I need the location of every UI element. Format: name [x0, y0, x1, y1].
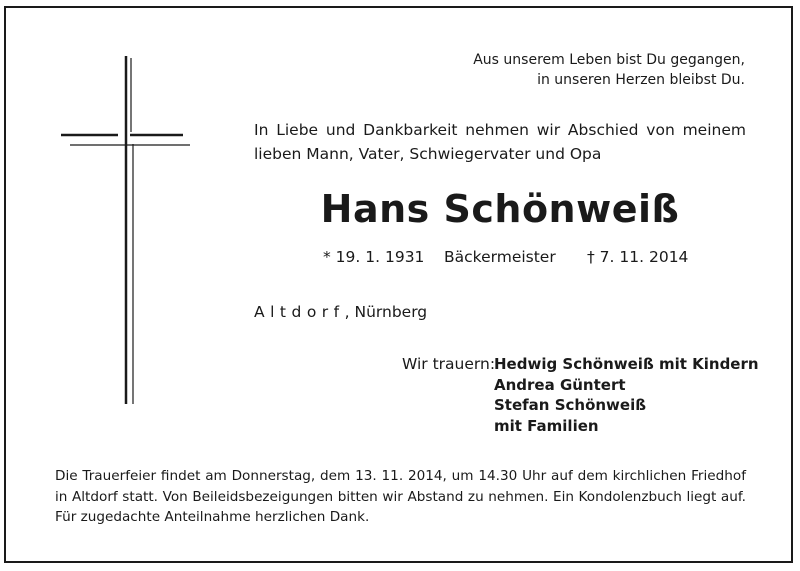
funeral-info: Die Trauerfeier findet am Donnerstag, dem 13. 11. 2014, um 14.30 Uhr auf dem kirchlichen Friedhof in Altdorf statt. Von Beileidsbezeigungen bitten wir Abstand zu nehmen. Ein Kondolenzbuch liegt auf. Für zugedachte Anteilnahme herzlichen Dank.: [55, 468, 746, 525]
profession: Bäckermeister: [444, 248, 556, 266]
death-date: † 7. 11. 2014: [587, 248, 689, 266]
town: Altdorf: [254, 303, 345, 321]
motto-line-1: Aus unserem Leben bist Du gegangen,: [473, 52, 745, 68]
mourners-label: Wir trauern:: [402, 355, 496, 373]
region: , Nürnberg: [344, 303, 428, 321]
mourner-entry: Stefan Schönweiß: [494, 396, 647, 414]
birth-date: * 19. 1. 1931: [323, 248, 425, 266]
place-line: [254, 302, 427, 322]
mourner-entry: Andrea Güntert: [494, 375, 626, 394]
motto-line-2: in unseren Herzen bleibst Du.: [537, 72, 745, 88]
intro-text: In Liebe und Dankbarkeit nehmen wir Abschied von meinem lieben Mann, Vater, Schwiegervater und Opa: [254, 121, 746, 163]
mourners-list: [494, 354, 759, 436]
deceased-name: Hans Schönweiß: [320, 187, 680, 231]
mourner-entry: mit Familien: [494, 416, 599, 435]
mourner-entry: Hedwig Schönweiß mit Kindern: [494, 355, 759, 373]
motto: [460, 50, 745, 90]
